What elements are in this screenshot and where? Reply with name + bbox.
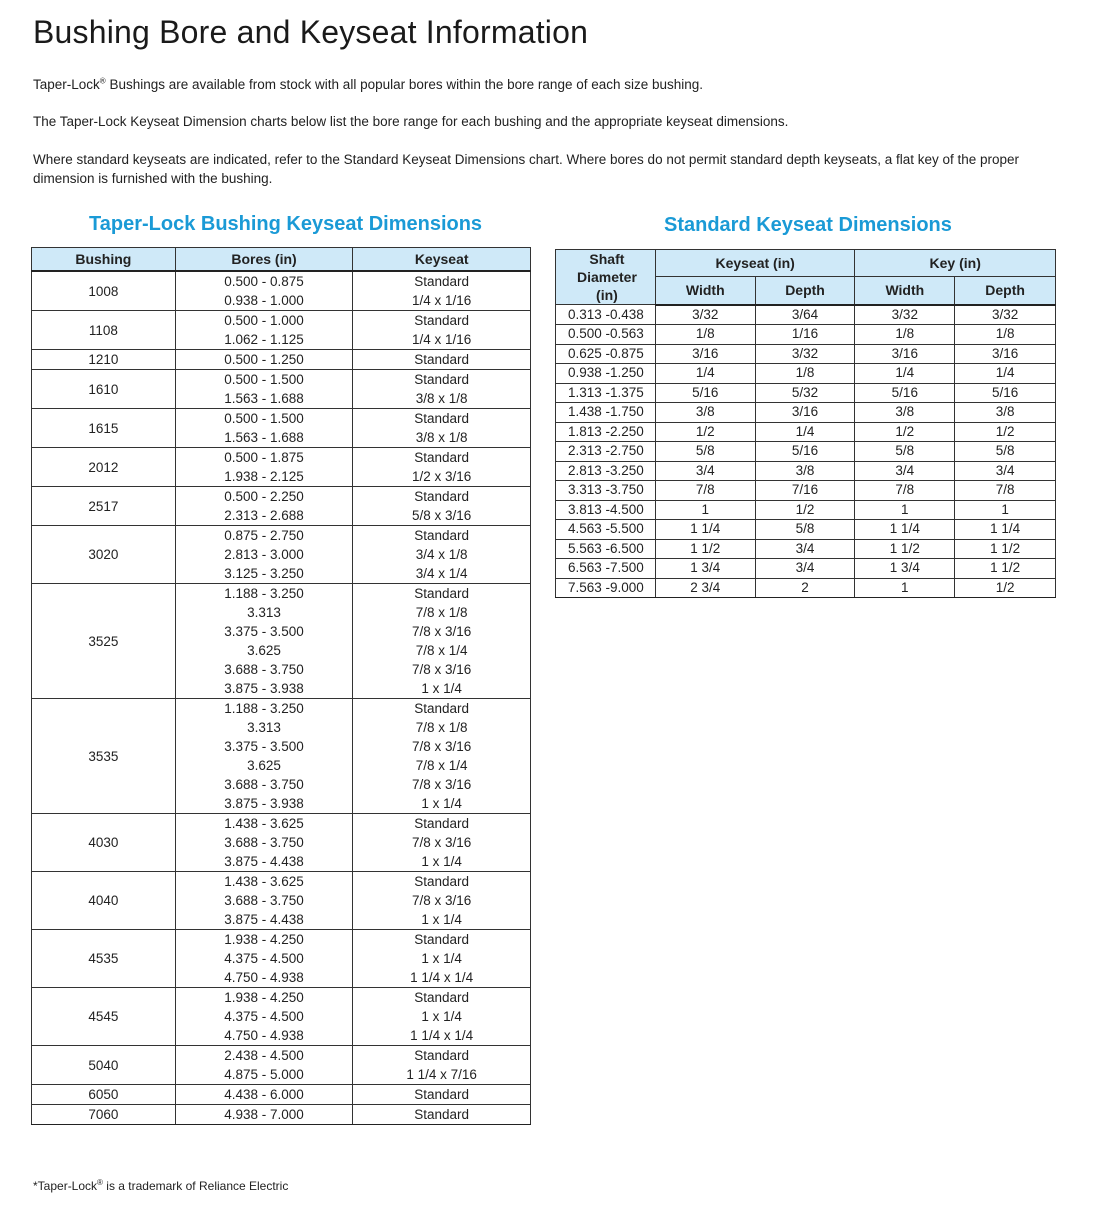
keyseat-depth-cell: 7/16 xyxy=(755,481,855,501)
shaft-diameter-cell: 1.813 -2.250 xyxy=(556,422,656,442)
keyseat-row xyxy=(556,461,1056,481)
bore-value: 4.375 - 4.500 xyxy=(224,1009,304,1024)
keyseat-row xyxy=(556,500,1056,520)
bore-value: 0.500 - 2.250 xyxy=(224,489,304,504)
keyseat-value: Standard xyxy=(414,372,470,387)
keyseat-row xyxy=(556,559,1056,579)
keyseat-depth-cell: 3/8 xyxy=(755,461,855,481)
keyseat-value: 7/8 x 1/4 xyxy=(415,758,468,773)
keyseat-value: Standard xyxy=(414,701,470,716)
bore-value: 0.500 - 0.875 xyxy=(224,274,304,289)
bushing-size: 1610 xyxy=(32,370,176,409)
keyseat-value: 1 x 1/4 xyxy=(421,912,462,927)
keyseat-depth-cell: 3/4 xyxy=(755,539,855,559)
bushing-row xyxy=(32,1046,531,1085)
header-keyseat-group: Keyseat (in) xyxy=(655,250,855,277)
bore-value: 2.438 - 4.500 xyxy=(224,1048,304,1063)
key-width-cell: 3/8 xyxy=(855,403,955,423)
keyseat-row xyxy=(556,364,1056,384)
bore-value: 4.375 - 4.500 xyxy=(224,951,304,966)
keyseat-value: Standard xyxy=(414,313,470,328)
bore-value: 1.563 - 1.688 xyxy=(224,391,304,406)
key-depth-cell: 3/4 xyxy=(955,461,1056,481)
key-width-cell: 5/8 xyxy=(855,442,955,462)
keyseat-row xyxy=(556,344,1056,364)
header-keyseat: Keyseat xyxy=(353,248,531,272)
bore-value: 3.625 xyxy=(247,758,281,773)
bore-value: 1.062 - 1.125 xyxy=(224,332,304,347)
keyseat-depth-cell: 3/4 xyxy=(755,559,855,579)
bores-cell xyxy=(175,1046,353,1085)
bore-value: 3.688 - 3.750 xyxy=(224,777,304,792)
keyseat-width-cell: 1/8 xyxy=(655,325,755,345)
keyseat-width-cell: 1 1/2 xyxy=(655,539,755,559)
bore-value: 3.688 - 3.750 xyxy=(224,835,304,850)
key-width-cell: 1 1/4 xyxy=(855,520,955,540)
key-width-cell: 7/8 xyxy=(855,481,955,501)
bushing-size: 6050 xyxy=(32,1085,176,1105)
intro-paragraph-3: Where standard keyseats are indicated, refer to the Standard Keyseat Dimensions chart. Where bores do not permit standard depth keyseats, a flat key of the proper dimension is furnished with the bushing. xyxy=(33,152,1020,186)
keyseat-value: 7/8 x 1/4 xyxy=(415,643,468,658)
keyseat-value: Standard xyxy=(414,1107,470,1122)
bore-value: 4.875 - 5.000 xyxy=(224,1067,304,1082)
keyseat-value: 1/2 x 3/16 xyxy=(412,469,472,484)
keyseat-depth-cell: 5/32 xyxy=(755,383,855,403)
bushing-size: 4535 xyxy=(32,930,176,988)
bore-value: 1.188 - 3.250 xyxy=(224,586,304,601)
bore-value: 3.875 - 3.938 xyxy=(224,681,304,696)
keyseat-depth-cell: 5/16 xyxy=(755,442,855,462)
shaft-diameter-cell: 5.563 -6.500 xyxy=(556,539,656,559)
key-depth-cell: 5/16 xyxy=(955,383,1056,403)
bushing-row xyxy=(32,872,531,930)
header-bushing: Bushing xyxy=(32,248,176,272)
header-keyseat-depth: Depth xyxy=(755,277,855,305)
keyseat-value: 7/8 x 1/8 xyxy=(415,605,468,620)
bore-value: 0.500 - 1.875 xyxy=(224,450,304,465)
keyseat-value: 1/4 x 1/16 xyxy=(412,332,472,347)
keyseat-value: Standard xyxy=(414,528,470,543)
keyseat-cell xyxy=(353,1046,531,1085)
key-depth-cell: 3/32 xyxy=(955,305,1056,325)
bore-value: 1.563 - 1.688 xyxy=(224,430,304,445)
keyseat-row xyxy=(556,442,1056,462)
header-key-depth: Depth xyxy=(955,277,1056,305)
keyseat-value: Standard xyxy=(414,274,470,289)
bore-value: 0.875 - 2.750 xyxy=(224,528,304,543)
bushing-size: 2012 xyxy=(32,448,176,487)
key-width-cell: 1/4 xyxy=(855,364,955,384)
keyseat-value: 3/4 x 1/8 xyxy=(415,547,468,562)
keyseat-row xyxy=(556,539,1056,559)
keyseat-width-cell: 1/2 xyxy=(655,422,755,442)
bushing-row xyxy=(32,350,531,370)
bore-value: 1.938 - 2.125 xyxy=(224,469,304,484)
keyseat-value: 1 1/4 x 1/4 xyxy=(410,1028,474,1043)
shaft-diameter-cell: 3.313 -3.750 xyxy=(556,481,656,501)
header-key-group: Key (in) xyxy=(855,250,1056,277)
bore-value: 0.938 - 1.000 xyxy=(224,293,304,308)
bushing-size: 1210 xyxy=(32,350,176,370)
bushing-row xyxy=(32,370,531,409)
keyseat-value: 3/8 x 1/8 xyxy=(415,391,468,406)
keyseat-value: 7/8 x 3/16 xyxy=(412,777,472,792)
keyseat-width-cell: 3/16 xyxy=(655,344,755,364)
bore-value: 2.313 - 2.688 xyxy=(224,508,304,523)
bores-cell xyxy=(175,1105,353,1125)
keyseat-width-cell: 2 3/4 xyxy=(655,578,755,598)
keyseat-value: 7/8 x 3/16 xyxy=(412,624,472,639)
bushing-row xyxy=(32,988,531,1046)
keyseat-value: 7/8 x 3/16 xyxy=(412,893,472,908)
intro-paragraph-2: The Taper-Lock Keyseat Dimension charts below list the bore range for each bushing and the appropriate keyseat dimensions. xyxy=(33,114,789,129)
key-width-cell: 1 1/2 xyxy=(855,539,955,559)
keyseat-cell xyxy=(353,699,531,814)
shaft-diameter-cell: 0.938 -1.250 xyxy=(556,364,656,384)
keyseat-row xyxy=(556,578,1056,598)
bushing-size: 7060 xyxy=(32,1105,176,1125)
keyseat-depth-cell: 3/64 xyxy=(755,305,855,325)
page-title: Bushing Bore and Keyseat Information xyxy=(33,14,589,50)
bores-cell xyxy=(175,930,353,988)
key-depth-cell: 1/4 xyxy=(955,364,1056,384)
bore-value: 4.750 - 4.938 xyxy=(224,970,304,985)
keyseat-cell xyxy=(353,350,531,370)
keyseat-cell xyxy=(353,311,531,350)
bore-value: 3.313 xyxy=(247,720,281,735)
bushing-row xyxy=(32,526,531,584)
keyseat-row xyxy=(556,305,1056,325)
bore-value: 2.813 - 3.000 xyxy=(224,547,304,562)
bushing-size: 2517 xyxy=(32,487,176,526)
keyseat-value: 1 x 1/4 xyxy=(421,681,462,696)
bores-cell xyxy=(175,872,353,930)
keyseat-cell xyxy=(353,584,531,699)
keyseat-value: Standard xyxy=(414,1087,470,1102)
keyseat-table-header-row xyxy=(556,250,1056,277)
keyseat-value: Standard xyxy=(414,816,470,831)
bushing-row xyxy=(32,930,531,988)
key-width-cell: 3/32 xyxy=(855,305,955,325)
key-depth-cell: 3/8 xyxy=(955,403,1056,423)
keyseat-value: 7/8 x 1/8 xyxy=(415,720,468,735)
bore-value: 3.125 - 3.250 xyxy=(224,566,304,581)
shaft-diameter-cell: 1.313 -1.375 xyxy=(556,383,656,403)
bore-value: 3.875 - 3.938 xyxy=(224,796,304,811)
keyseat-width-cell: 3/32 xyxy=(655,305,755,325)
bushing-row xyxy=(32,409,531,448)
bushing-row xyxy=(32,584,531,699)
keyseat-row xyxy=(556,422,1056,442)
bushing-row xyxy=(32,448,531,487)
keyseat-cell xyxy=(353,409,531,448)
keyseat-width-cell: 1 1/4 xyxy=(655,520,755,540)
keyseat-depth-cell: 5/8 xyxy=(755,520,855,540)
keyseat-width-cell: 1 xyxy=(655,500,755,520)
shaft-diameter-cell: 2.313 -2.750 xyxy=(556,442,656,462)
bores-cell xyxy=(175,1085,353,1105)
bores-cell xyxy=(175,271,353,311)
shaft-diameter-cell: 0.625 -0.875 xyxy=(556,344,656,364)
keyseat-width-cell: 5/16 xyxy=(655,383,755,403)
keyseat-value: 3/4 x 1/4 xyxy=(415,566,468,581)
shaft-diameter-cell: 7.563 -9.000 xyxy=(556,578,656,598)
keyseat-cell xyxy=(353,988,531,1046)
bushing-table-header-row xyxy=(32,248,531,272)
bushing-size: 3535 xyxy=(32,699,176,814)
key-depth-cell: 1/2 xyxy=(955,422,1056,442)
keyseat-row xyxy=(556,481,1056,501)
bore-value: 4.438 - 6.000 xyxy=(224,1087,304,1102)
keyseat-width-cell: 5/8 xyxy=(655,442,755,462)
key-depth-cell: 7/8 xyxy=(955,481,1056,501)
keyseat-value: Standard xyxy=(414,411,470,426)
shaft-diameter-cell: 3.813 -4.500 xyxy=(556,500,656,520)
header-bores: Bores (in) xyxy=(175,248,353,272)
bushing-size: 1008 xyxy=(32,271,176,311)
bore-value: 3.313 xyxy=(247,605,281,620)
keyseat-width-cell: 3/8 xyxy=(655,403,755,423)
keyseat-cell xyxy=(353,872,531,930)
keyseat-value: Standard xyxy=(414,990,470,1005)
bore-value: 3.688 - 3.750 xyxy=(224,662,304,677)
keyseat-row xyxy=(556,325,1056,345)
shaft-diameter-cell: 0.313 -0.438 xyxy=(556,305,656,325)
keyseat-depth-cell: 2 xyxy=(755,578,855,598)
keyseat-value: 1 1/4 x 1/4 xyxy=(410,970,474,985)
keyseat-value: Standard xyxy=(414,489,470,504)
keyseat-width-cell: 3/4 xyxy=(655,461,755,481)
key-depth-cell: 1 xyxy=(955,500,1056,520)
keyseat-cell xyxy=(353,370,531,409)
keyseat-cell xyxy=(353,271,531,311)
bushing-size: 5040 xyxy=(32,1046,176,1085)
key-depth-cell: 1/2 xyxy=(955,578,1056,598)
keyseat-cell xyxy=(353,814,531,872)
bores-cell xyxy=(175,988,353,1046)
shaft-diameter-cell: 1.438 -1.750 xyxy=(556,403,656,423)
keyseat-depth-cell: 1/8 xyxy=(755,364,855,384)
bores-cell xyxy=(175,487,353,526)
bore-value: 3.625 xyxy=(247,643,281,658)
keyseat-value: 1/4 x 1/16 xyxy=(412,293,472,308)
keyseat-value: Standard xyxy=(414,874,470,889)
keyseat-cell xyxy=(353,487,531,526)
keyseat-row xyxy=(556,383,1056,403)
keyseat-value: 1 1/4 x 7/16 xyxy=(406,1067,477,1082)
keyseat-value: 1 x 1/4 xyxy=(421,854,462,869)
key-depth-cell: 3/16 xyxy=(955,344,1056,364)
keyseat-value: 5/8 x 3/16 xyxy=(412,508,472,523)
keyseat-row xyxy=(556,403,1056,423)
bushing-row xyxy=(32,1105,531,1125)
bores-cell xyxy=(175,370,353,409)
bore-value: 3.375 - 3.500 xyxy=(224,739,304,754)
keyseat-value: Standard xyxy=(414,932,470,947)
keyseat-depth-cell: 1/2 xyxy=(755,500,855,520)
bushing-size: 4030 xyxy=(32,814,176,872)
bushing-keyseat-table xyxy=(31,247,531,1125)
bores-cell xyxy=(175,526,353,584)
bore-value: 1.438 - 3.625 xyxy=(224,816,304,831)
intro-paragraph-1: Taper-Lock® Bushings are available from stock with all popular bores within the bore range of each size bushing. xyxy=(33,76,704,92)
keyseat-value: 1 x 1/4 xyxy=(421,951,462,966)
keyseat-cell xyxy=(353,1105,531,1125)
bores-cell xyxy=(175,409,353,448)
bushing-size: 4545 xyxy=(32,988,176,1046)
bushing-row xyxy=(32,814,531,872)
bore-value: 1.938 - 4.250 xyxy=(224,932,304,947)
keyseat-depth-cell: 1/16 xyxy=(755,325,855,345)
keyseat-cell xyxy=(353,930,531,988)
keyseat-depth-cell: 3/16 xyxy=(755,403,855,423)
bushing-row xyxy=(32,271,531,311)
bushing-size: 1615 xyxy=(32,409,176,448)
keyseat-value: Standard xyxy=(414,352,470,367)
bores-cell xyxy=(175,584,353,699)
keyseat-depth-cell: 1/4 xyxy=(755,422,855,442)
keyseat-cell xyxy=(353,526,531,584)
bore-value: 1.938 - 4.250 xyxy=(224,990,304,1005)
keyseat-cell xyxy=(353,448,531,487)
key-width-cell: 3/16 xyxy=(855,344,955,364)
key-width-cell: 3/4 xyxy=(855,461,955,481)
bore-value: 1.438 - 3.625 xyxy=(224,874,304,889)
shaft-diameter-cell: 0.500 -0.563 xyxy=(556,325,656,345)
shaft-diameter-cell: 6.563 -7.500 xyxy=(556,559,656,579)
key-width-cell: 1 xyxy=(855,500,955,520)
keyseat-value: 3/8 x 1/8 xyxy=(415,430,468,445)
key-depth-cell: 1 1/4 xyxy=(955,520,1056,540)
bushing-row xyxy=(32,699,531,814)
bore-value: 4.938 - 7.000 xyxy=(224,1107,304,1122)
key-width-cell: 1 3/4 xyxy=(855,559,955,579)
bore-value: 3.688 - 3.750 xyxy=(224,893,304,908)
keyseat-row xyxy=(556,520,1056,540)
keyseat-width-cell: 1/4 xyxy=(655,364,755,384)
bores-cell xyxy=(175,814,353,872)
bushing-size: 3020 xyxy=(32,526,176,584)
key-depth-cell: 1 1/2 xyxy=(955,539,1056,559)
bushing-size: 1108 xyxy=(32,311,176,350)
key-width-cell: 1/2 xyxy=(855,422,955,442)
keyseat-value: 7/8 x 3/16 xyxy=(412,739,472,754)
keyseat-value: 7/8 x 3/16 xyxy=(412,835,472,850)
keyseat-value: Standard xyxy=(414,1048,470,1063)
bore-value: 3.375 - 3.500 xyxy=(224,624,304,639)
key-depth-cell: 5/8 xyxy=(955,442,1056,462)
header-key-width: Width xyxy=(855,277,955,305)
header-shaft-diameter: Shaft Diameter (in) xyxy=(556,250,656,305)
header-keyseat-width: Width xyxy=(655,277,755,305)
key-width-cell: 1 xyxy=(855,578,955,598)
bore-value: 4.750 - 4.938 xyxy=(224,1028,304,1043)
registered-mark: ® xyxy=(99,76,106,86)
keyseat-value: Standard xyxy=(414,586,470,601)
bore-value: 3.875 - 4.438 xyxy=(224,912,304,927)
keyseat-depth-cell: 3/32 xyxy=(755,344,855,364)
key-depth-cell: 1/8 xyxy=(955,325,1056,345)
bore-value: 0.500 - 1.250 xyxy=(224,352,304,367)
standard-keyseat-table xyxy=(555,249,1056,598)
keyseat-table-title: Standard Keyseat Dimensions xyxy=(664,214,952,236)
bores-cell xyxy=(175,350,353,370)
bushing-size: 4040 xyxy=(32,872,176,930)
bushing-table-title: Taper-Lock Bushing Keyseat Dimensions xyxy=(89,213,483,235)
keyseat-width-cell: 7/8 xyxy=(655,481,755,501)
keyseat-width-cell: 1 3/4 xyxy=(655,559,755,579)
bushing-size: 3525 xyxy=(32,584,176,699)
trademark-footnote: *Taper-Lock® is a trademark of Reliance Electric xyxy=(33,1178,289,1193)
keyseat-value: Standard xyxy=(414,450,470,465)
key-depth-cell: 1 1/2 xyxy=(955,559,1056,579)
bore-value: 0.500 - 1.500 xyxy=(224,372,304,387)
keyseat-value: 1 x 1/4 xyxy=(421,1009,462,1024)
bore-value: 0.500 - 1.000 xyxy=(224,313,304,328)
bores-cell xyxy=(175,311,353,350)
key-width-cell: 1/8 xyxy=(855,325,955,345)
shaft-diameter-cell: 4.563 -5.500 xyxy=(556,520,656,540)
key-width-cell: 5/16 xyxy=(855,383,955,403)
bore-value: 0.500 - 1.500 xyxy=(224,411,304,426)
bushing-row xyxy=(32,311,531,350)
bore-value: 3.875 - 4.438 xyxy=(224,854,304,869)
keyseat-value: 7/8 x 3/16 xyxy=(412,662,472,677)
keyseat-cell xyxy=(353,1085,531,1105)
bores-cell xyxy=(175,699,353,814)
shaft-diameter-cell: 2.813 -3.250 xyxy=(556,461,656,481)
bores-cell xyxy=(175,448,353,487)
keyseat-value: 1 x 1/4 xyxy=(421,796,462,811)
bushing-row xyxy=(32,487,531,526)
bore-value: 1.188 - 3.250 xyxy=(224,701,304,716)
bushing-row xyxy=(32,1085,531,1105)
